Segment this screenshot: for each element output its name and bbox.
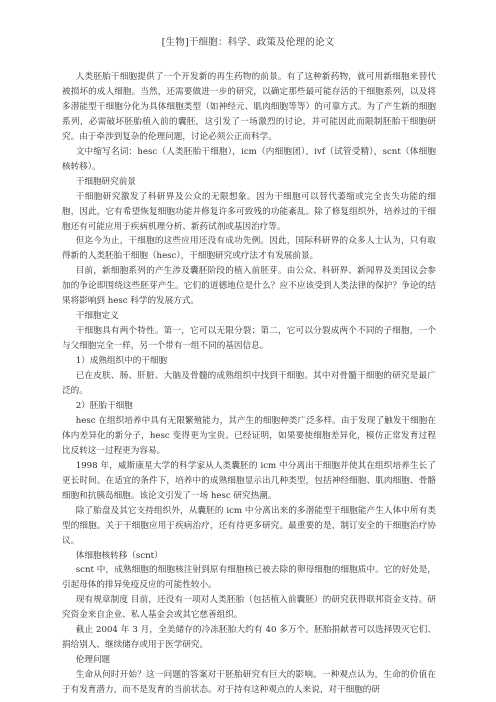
section-heading: 体细胞核转移（scnt） — [75, 550, 163, 561]
paragraph: 已在皮肤、肠、肝脏、大脑及骨髓的成熟组织中找到干细胞。其中对骨髓干细胞的研究是最广泛的。 — [62, 371, 436, 397]
paragraph: 干细胞具有两个特性。第一，它可以无限分裂；第二，它可以分裂成两个不同的子细胞，一个与父细胞完全一样，另一个带有一组不同的基因信息。 — [62, 326, 436, 352]
paragraph: 目前，新细胞系列的产生涉及囊胚阶段的植入前胚芽。由公众、科研界、新闻界及美国议会参加的争论即围绕这些胚芽产生。它们的道德地位是什么？应不应该受到人类法律的保护？争论的结果将影响到 hesc 科学的发展方式。 — [62, 266, 436, 307]
paragraph: 1998 年，威斯康星大学的科学家从人类囊胚的 icm 中分离出干细胞并使其在组织培养生长了更长时间。在适宜的条件下，培养中的成熟细胞显示出几种类型，包括神经细胞、肌肉细胞、骨骼细胞和抗胰岛细胞。该论文引发了一场 hesc 研究热潮。 — [62, 460, 436, 501]
section-heading: 伦理问题 — [75, 655, 111, 666]
paragraph: hesc 在组织培养中具有无限繁殖能力，其产生的细胞种类广泛多样。由于发现了触发干细胞在体内差异化的新分子，hesc 变得更为宝贵。已经证明，如果要使细胞差异化，模仿正常发育过程比反转这一过程更为容易。 — [62, 415, 436, 456]
document-body — [62, 70, 436, 698]
paragraph: 截止 2004 年 3 月，全美储存的冷冻胚胎大约有 40 多万个。胚胎捐献者可以选择毁灭它们、捐给别人、继续储存或用于医学研究。 — [62, 625, 436, 651]
paragraph: 除了胎盘及其它支持组织外，从囊胚的 icm 中分离出来的多潜能型干细胞能产生人体中所有类型的细胞。关于干细胞应用于疾病治疗，还有待更多研究。最重要的是，制订安全的干细胞治疗协议。 — [62, 505, 436, 546]
paragraph: 但迄今为止，干细胞的这些应用还没有成功先例。因此，国际科研界的众多人士认为，只有取得新的人类胚胎干细胞（hesc），干细胞研究或疗法才有发展前景。 — [62, 236, 436, 262]
document-title: [生物]干细胞：科学、政策及伦理的论文 — [161, 37, 335, 48]
paragraph: 现有规章制度 目前，还没有一项对人类胚胎（包括植入前囊胚）的研究获得联邦资金支持。研究资金来自企业、私人基金会或其它慈善组织。 — [62, 595, 436, 621]
paragraph: 生命从何时开始？这一问题的答案对干胚胎研究有巨大的影响。一种观点认为，生命的价值在于有发育潜力，而不是发育的当前状态。对于持有这种观点的人来说，对干细胞的研 — [62, 670, 436, 696]
section-heading: 干细胞研究前景 — [75, 176, 136, 187]
paragraph: 人类胚胎干细胞提供了一个开发新的再生药物的前景。有了这种新药物，就可用新细胞来替代被损坏的成人细胞。当然，还需要做进一步的研究，以确定那些最可能存活的干细胞系列，以及将多潜能型干细胞分化为具体细胞类型（如神经元、肌肉细胞等等）的可靠方式。为了产生新的细胞系列，必需破坏胚胎植入前的囊胚，这引发了一场激烈的讨论，并可能因此而限制胚胎干细胞研究。由于牵涉到复杂的伦理问题，讨论必须公正而科学。 — [62, 72, 436, 142]
subsection-heading: 2）胚胎干细胞 — [75, 400, 133, 411]
subsection-heading: 1）成熟组织中的干细胞 — [75, 356, 168, 367]
section-heading: 干细胞定义 — [75, 311, 119, 322]
paragraph: 文中缩写名词：hesc（人类胚胎干细胞），icm（内细胞团），ivf（试管受精），scnt（体细胞核转移）。 — [62, 146, 436, 172]
paragraph: 干细胞研究激发了科研界及公众的无限想象。因为干细胞可以替代萎缩或完全丧失功能的细胞，因此，它有希望恢复细胞功能并修复许多可致残的功能紊乱。除了修复组织外，培养过的干细胞还有可能应用于疾病机理分析、新药试剂或基因治疗等。 — [62, 191, 436, 232]
paragraph: scnt 中，成熟细胞的细胞核注射到原有细胞核已被去除的卵母细胞的细胞质中。它的好处是，引起母体的排异免疫反应的可能性较小。 — [62, 565, 436, 591]
